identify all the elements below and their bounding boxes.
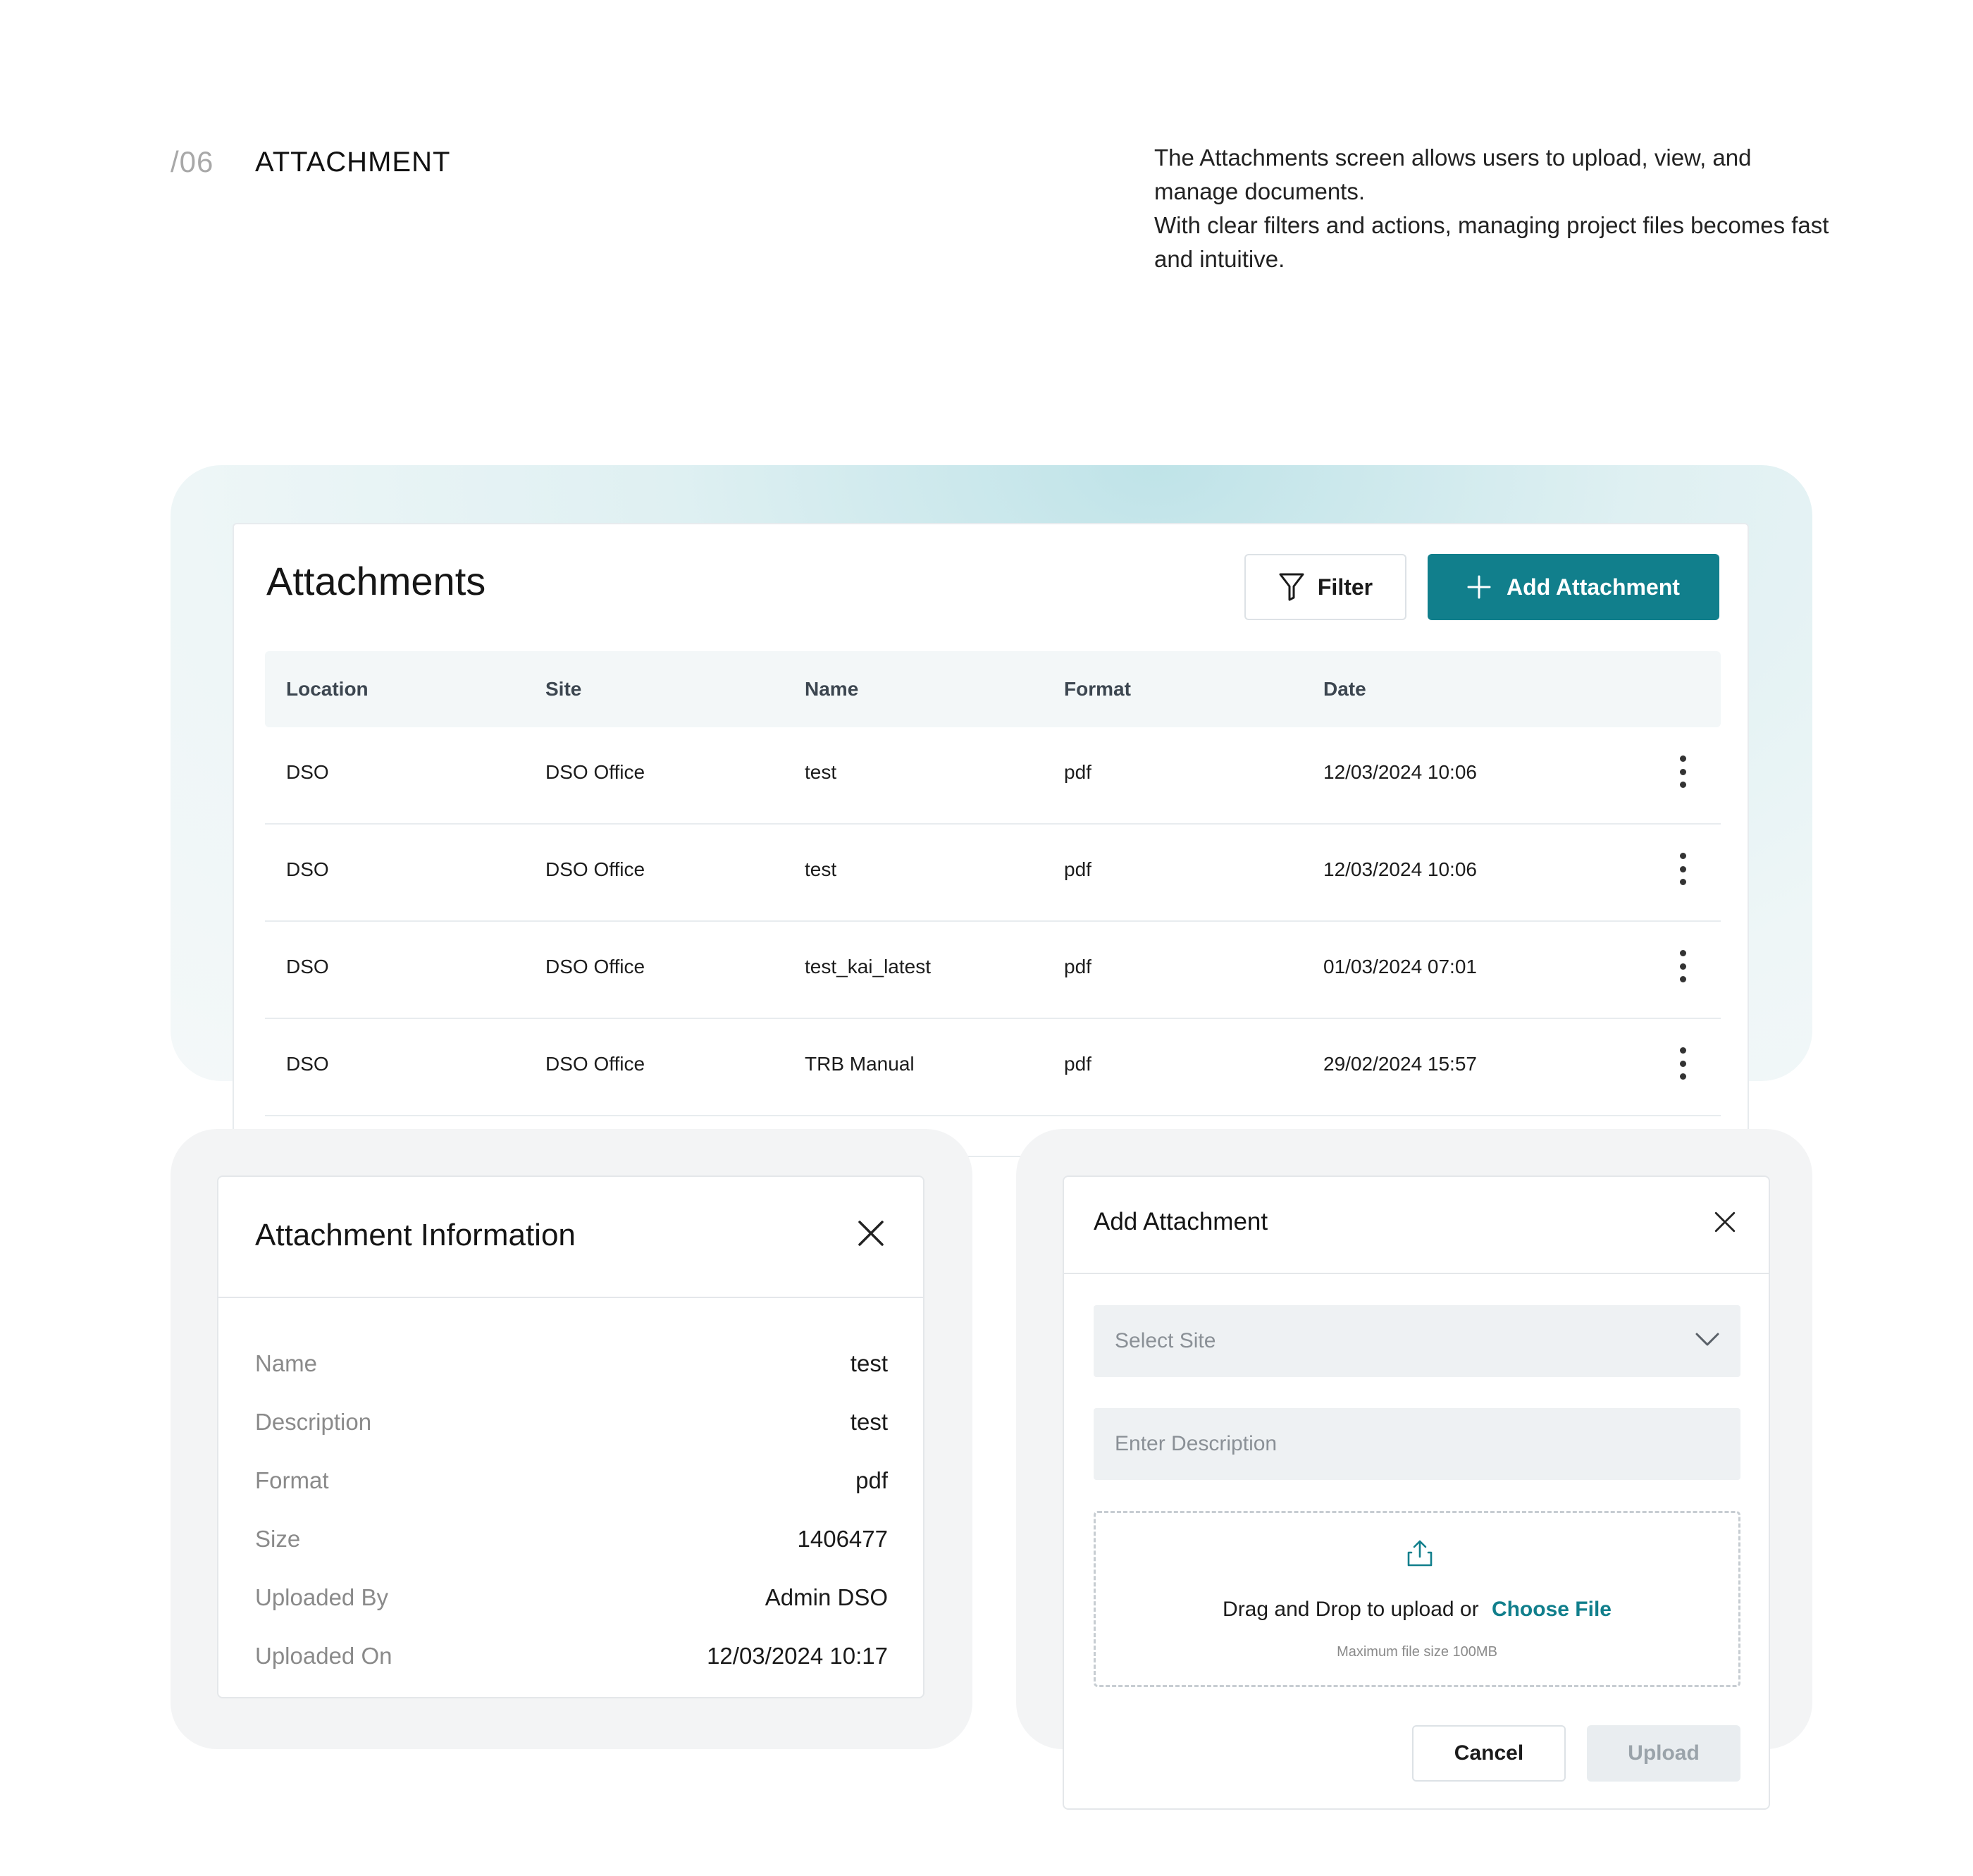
more-options-icon[interactable]	[1674, 950, 1691, 982]
description-input[interactable]	[1094, 1408, 1740, 1480]
info-label: Name	[255, 1350, 318, 1376]
cell-date: 01/03/2024 07:01	[1323, 956, 1477, 977]
cell-format: pdf	[1064, 761, 1091, 783]
section-description	[1154, 141, 1831, 276]
info-label: Format	[255, 1467, 329, 1493]
add-attachment-title: Add Attachment	[1094, 1208, 1268, 1235]
info-label: Uploaded On	[255, 1643, 392, 1669]
cell-date: 12/03/2024 10:06	[1323, 858, 1477, 880]
choose-file-link[interactable]: Choose File	[1491, 1598, 1612, 1621]
cell-location: DSO	[286, 956, 329, 977]
cell-name: TRB Manual	[805, 1053, 915, 1075]
cell-location: DSO	[286, 761, 329, 783]
column-header-site[interactable]: Site	[545, 678, 582, 700]
max-file-size-note: Maximum file size 100MB	[1337, 1644, 1497, 1660]
section-title: ATTACHMENT	[255, 147, 451, 178]
column-header-location[interactable]: Location	[286, 678, 369, 700]
cell-name: test	[805, 761, 837, 783]
section-number: /06	[171, 145, 214, 178]
page-title: Attachments	[266, 559, 486, 603]
cell-site: DSO Office	[545, 761, 645, 783]
info-row-size	[255, 1526, 888, 1553]
attachment-info-modal	[217, 1175, 924, 1698]
info-value: 1406477	[797, 1526, 888, 1552]
attachments-card	[233, 523, 1749, 1157]
close-icon[interactable]	[1714, 1211, 1736, 1233]
info-value: test	[850, 1350, 888, 1376]
cell-location: DSO	[286, 858, 329, 880]
cell-date: 29/02/2024 15:57	[1323, 1053, 1477, 1075]
filter-button-label: Filter	[1317, 574, 1373, 600]
attachment-info-header	[218, 1177, 923, 1298]
cell-site: DSO Office	[545, 956, 645, 977]
chevron-down-icon	[1695, 1332, 1719, 1347]
select-site-placeholder: Select Site	[1115, 1329, 1216, 1352]
add-attachment-button[interactable]	[1428, 554, 1719, 620]
upload-icon	[1406, 1538, 1434, 1568]
cell-name: test	[805, 858, 837, 880]
info-value: 12/03/2024 10:17	[707, 1643, 888, 1669]
file-dropzone[interactable]	[1094, 1511, 1740, 1687]
plus-icon	[1467, 575, 1491, 599]
info-row-name	[255, 1350, 888, 1377]
section-description-line-1: The Attachments screen allows users to upload, view, and manage documents.	[1154, 144, 1752, 204]
cell-site: DSO Office	[545, 858, 645, 880]
filter-icon	[1278, 572, 1305, 602]
table-header	[265, 651, 1721, 727]
attachment-info-title: Attachment Information	[255, 1218, 576, 1252]
table-row[interactable]	[265, 922, 1721, 1019]
description-placeholder: Enter Description	[1115, 1432, 1278, 1455]
info-value: test	[850, 1409, 888, 1435]
info-row-uploaded-by	[255, 1584, 888, 1611]
column-header-date[interactable]: Date	[1323, 678, 1366, 700]
table-row[interactable]	[265, 727, 1721, 825]
column-header-name[interactable]: Name	[805, 678, 859, 700]
filter-button[interactable]	[1244, 554, 1406, 620]
cell-name: test_kai_latest	[805, 956, 931, 977]
info-row-description	[255, 1409, 888, 1436]
add-attachment-header	[1064, 1177, 1769, 1274]
close-icon[interactable]	[857, 1219, 885, 1247]
dropzone-text	[1096, 1598, 1738, 1622]
more-options-icon[interactable]	[1674, 755, 1691, 788]
add-attachment-panel	[1016, 1129, 1812, 1765]
attachments-showcase-panel	[171, 465, 1812, 1081]
info-value: pdf	[855, 1467, 888, 1493]
info-label: Size	[255, 1526, 301, 1552]
more-options-icon[interactable]	[1674, 1047, 1691, 1080]
dropzone-instruction: Drag and Drop to upload or	[1223, 1598, 1479, 1621]
section-description-line-2: With clear filters and actions, managing project files becomes fast and intuitive.	[1154, 212, 1829, 272]
info-label: Description	[255, 1409, 372, 1435]
add-attachment-modal	[1063, 1175, 1770, 1810]
table-row[interactable]	[265, 1019, 1721, 1116]
info-value: Admin DSO	[765, 1584, 888, 1610]
add-attachment-button-label: Add Attachment	[1507, 574, 1680, 600]
info-row-format	[255, 1467, 888, 1494]
upload-button[interactable]: Upload	[1587, 1725, 1740, 1782]
column-header-format[interactable]: Format	[1064, 678, 1131, 700]
info-row-uploaded-on	[255, 1643, 888, 1670]
cell-site: DSO Office	[545, 1053, 645, 1075]
table-row[interactable]	[265, 825, 1721, 922]
more-options-icon[interactable]	[1674, 853, 1691, 885]
info-label: Uploaded By	[255, 1584, 388, 1610]
cancel-button[interactable]: Cancel	[1412, 1725, 1566, 1782]
attachment-info-panel	[171, 1129, 972, 1749]
cell-format: pdf	[1064, 858, 1091, 880]
cell-format: pdf	[1064, 1053, 1091, 1075]
cell-location: DSO	[286, 1053, 329, 1075]
cell-date: 12/03/2024 10:06	[1323, 761, 1477, 783]
cell-format: pdf	[1064, 956, 1091, 977]
select-site-dropdown[interactable]	[1094, 1305, 1740, 1377]
